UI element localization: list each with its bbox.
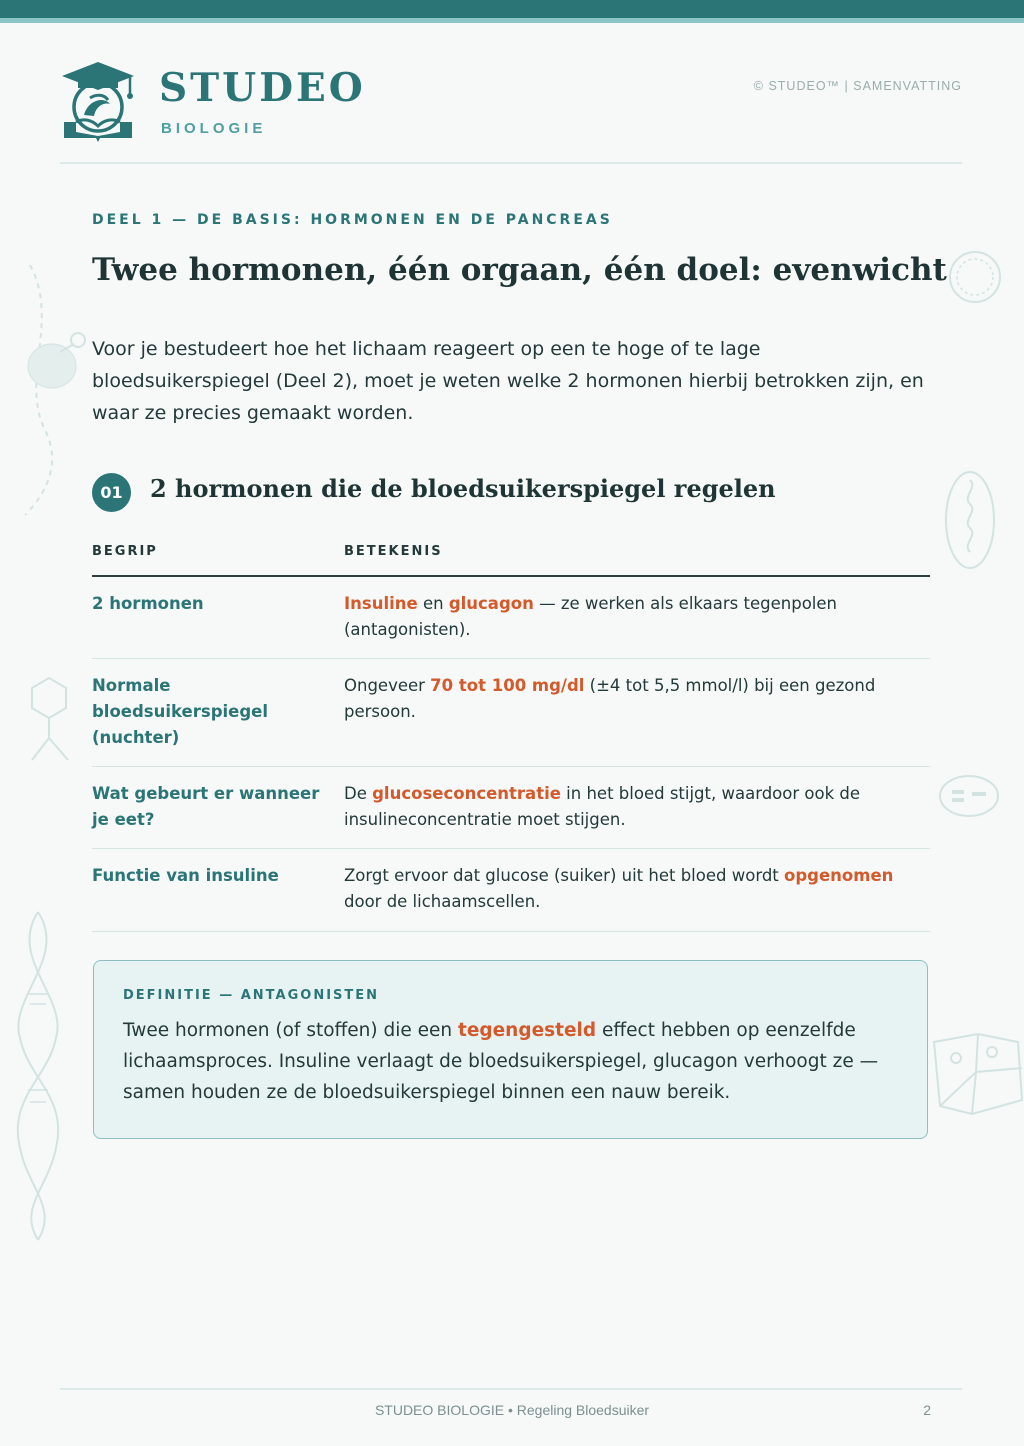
row-term: 2 hormonen	[92, 594, 204, 613]
highlighted-term: tegengesteld	[458, 1020, 597, 1041]
dna-helix-icon	[8, 908, 68, 1244]
cell-icon	[938, 772, 1000, 820]
row-term: Wat gebeurt er wanneer je eet?	[92, 784, 320, 829]
section-number-badge: 01	[92, 473, 131, 512]
row-definition	[344, 781, 924, 833]
cell-icon	[946, 248, 1006, 308]
definition-table	[92, 540, 930, 932]
text-segment: (±4 tot 5,5 mmol/l) bij een gezond persoon.	[344, 676, 876, 721]
page-number: 2	[923, 1402, 931, 1418]
graduation-cap-logo-icon	[60, 60, 136, 144]
table-header-term: BEGRIP	[92, 544, 158, 559]
row-term: Functie van insuline	[92, 866, 279, 885]
molecule-icon	[28, 672, 78, 768]
intro-paragraph: Voor je bestudeert hoe het lichaam reageert op een te hoge of te lage bloedsuikerspiegel (Deel 2), moet je weten welke 2 hormonen hierbij betrokken zijn, en waar ze precies gemaakt worden.	[92, 338, 924, 424]
highlighted-term: glucoseconcentratie	[372, 784, 561, 803]
table-row	[92, 767, 930, 849]
definition-text	[123, 1015, 883, 1108]
text-segment: en	[417, 594, 449, 613]
row-definition	[344, 863, 924, 915]
text-segment: Twee hormonen (of stoffen) die een	[123, 1020, 458, 1041]
table-row	[92, 849, 930, 932]
text-segment: De	[344, 784, 373, 803]
highlighted-term: opgenomen	[784, 866, 894, 885]
text-segment: in het bloed stijgt, waardoor ook de insulineconcentratie moet stijgen.	[344, 784, 860, 829]
row-term: Normale bloedsuikerspiegel (nuchter)	[92, 676, 269, 747]
row-definition	[344, 591, 924, 643]
table-header-meaning: BETEKENIS	[344, 544, 443, 559]
copyright-label: © STUDEO™ | SAMENVATTING	[753, 79, 962, 93]
page-title: Twee hormonen, één orgaan, één doel: evenwicht	[92, 252, 947, 288]
text-segment: door de lichaamscellen.	[344, 892, 541, 911]
footer-text: STUDEO BIOLOGIE • Regeling Bloedsuiker	[374, 1402, 650, 1418]
definition-callout	[93, 960, 928, 1139]
definition-label: DEFINITIE — ANTAGONISTEN	[123, 988, 380, 1003]
text-segment: Zorgt ervoor dat glucose (suiker) uit het bloed wordt	[344, 866, 785, 885]
section-kicker: DEEL 1 — DE BASIS: HORMONEN EN DE PANCREAS	[92, 212, 613, 228]
cell-icon	[928, 1028, 1024, 1118]
row-definition	[344, 673, 924, 725]
highlighted-term: glucagon	[448, 594, 534, 613]
table-row	[92, 659, 930, 767]
brand-subtitle: BIOLOGIE	[161, 120, 267, 137]
molecule-icon	[20, 260, 90, 520]
footer-divider	[60, 1388, 962, 1390]
header-divider	[60, 162, 962, 164]
table-row	[92, 577, 930, 659]
text-segment: Ongeveer	[344, 676, 431, 695]
table-header	[92, 540, 930, 577]
cell-icon	[942, 468, 998, 572]
top-bar-accent	[0, 18, 1024, 23]
top-bar	[0, 0, 1024, 18]
highlighted-term: 70 tot 100 mg/dl	[430, 676, 585, 695]
text-segment: effect hebben op eenzelfde lichaamsproces. Insuline verlaagt de bloedsuikerspiegel, glucagon verhoogt ze — samen houden ze de bloedsuikerspiegel binnen een nauw bereik.	[123, 1020, 879, 1103]
brand-name: STUDEO	[159, 65, 366, 111]
highlighted-term: Insuline	[344, 594, 418, 613]
section-title: 2 hormonen die de bloedsuikerspiegel regelen	[150, 474, 776, 503]
text-segment: — ze werken als elkaars tegenpolen (antagonisten).	[344, 594, 837, 639]
